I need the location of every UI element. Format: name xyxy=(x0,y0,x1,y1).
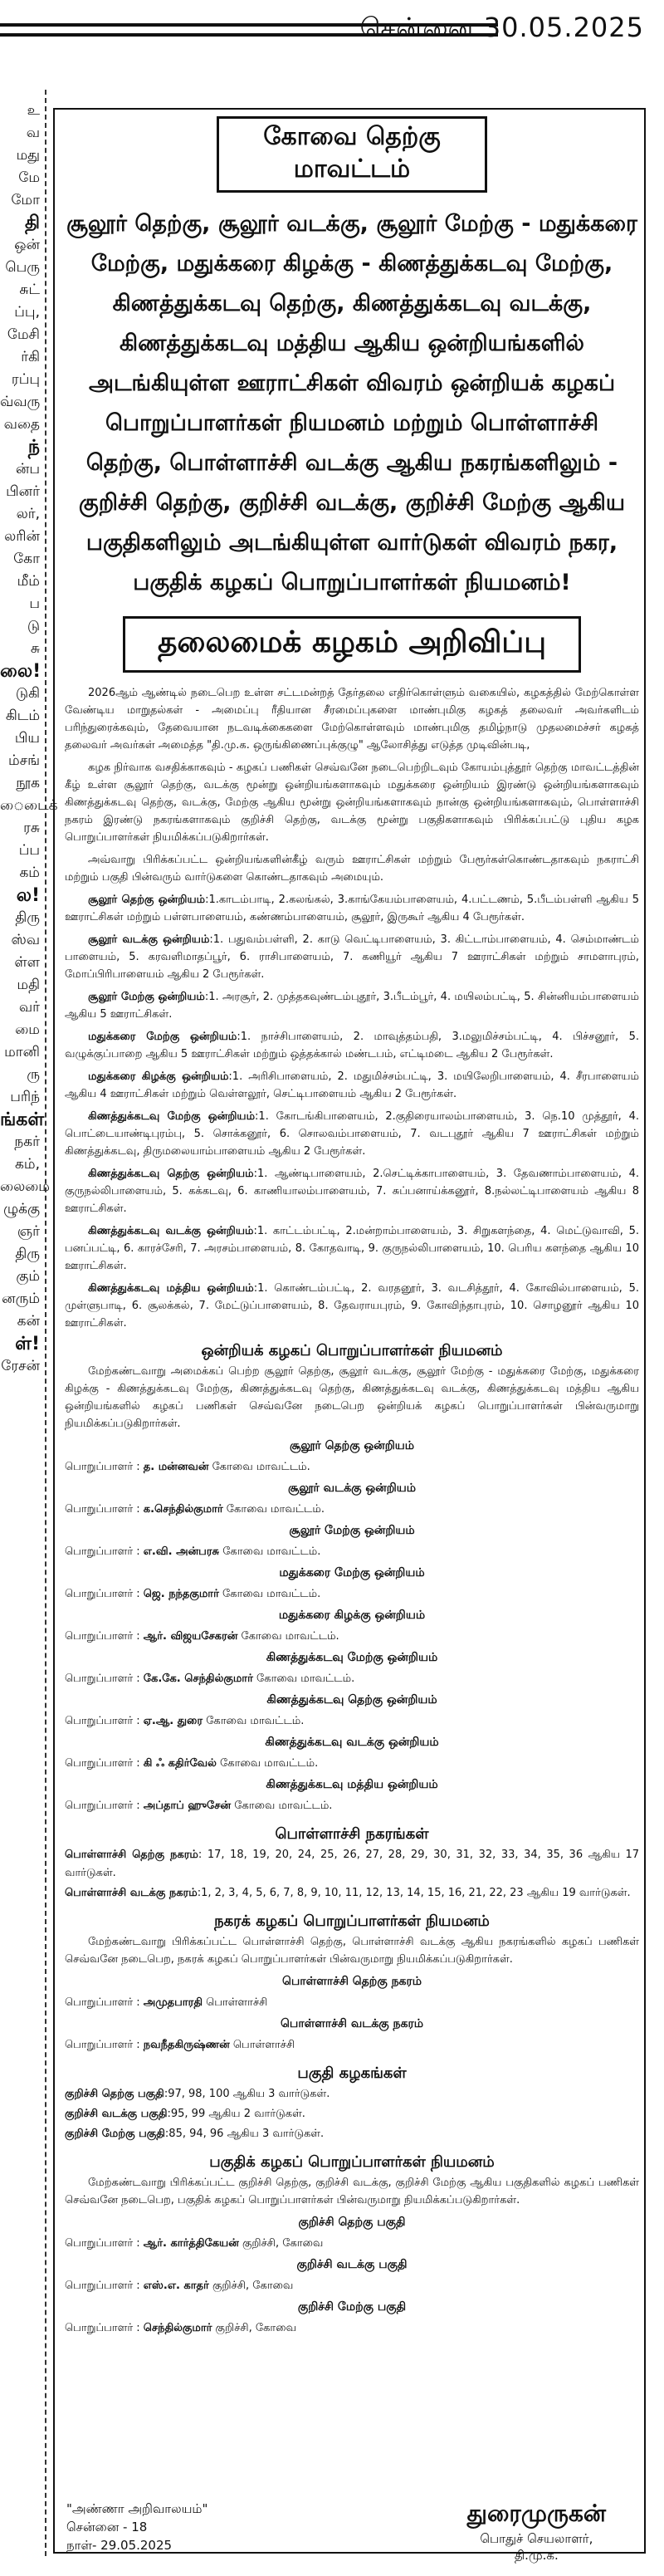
column-fragment-text: பரிந் xyxy=(10,1089,40,1105)
areas-heading: பகுதி கழகங்கள் xyxy=(297,2064,407,2082)
column-fragment-text: டு xyxy=(27,618,40,634)
column-fragment-heading: தி xyxy=(24,213,40,233)
edition-city: சென்னை xyxy=(359,12,475,43)
union-entry xyxy=(65,1222,639,1275)
appointee-label: பொறுப்பாளர் : xyxy=(65,1461,140,1473)
signatory-role: பொதுச் செயலாளர், xyxy=(480,2531,593,2546)
town-appointment-paragraph: மேற்கண்டவாறு பிரிக்கப்பட்ட பொள்ளாச்சி தெற்கு, பொள்ளாச்சி வடக்கு ஆகிய நகரங்களில் கழகப் பணிகள் செவ்வனே நடைபெற, நகரக் கழகப் பொறுப்பாளர்கள் பின்வருமாறு நியமிக்கப்படுகிறார்கள். xyxy=(65,1936,639,1966)
union-name: மதுக்கரை கிழக்கு ஒன்றியம் xyxy=(88,1070,229,1083)
appointee-place: கோவை மாவட்டம். xyxy=(226,1503,325,1516)
appointee-line xyxy=(65,1585,639,1604)
appointee-place: கோவை மாவட்டம். xyxy=(212,1461,310,1473)
column-fragment-text: கோ xyxy=(13,551,40,567)
column-fragment-text: னரும் xyxy=(2,1290,40,1307)
union-entry xyxy=(65,988,639,1023)
appointee-line xyxy=(65,1670,639,1688)
column-fragment-text: ள்ள xyxy=(14,954,40,971)
appointee-line xyxy=(65,2319,639,2338)
column-fragment-text: மதி xyxy=(17,977,40,993)
town-name: பொள்ளாச்சி வடக்கு நகரம் xyxy=(65,1887,198,1899)
union-name: சூலூர் வடக்கு ஒன்றியம் xyxy=(88,933,210,946)
appointee-name: கி ஃ கதிர்வேல் xyxy=(143,1757,217,1770)
appointee-place: கோவை மாவட்டம். xyxy=(241,1630,339,1643)
town-entry xyxy=(65,1846,639,1883)
town-name: பொள்ளாச்சி தெற்கு நகரம் xyxy=(65,1849,198,1861)
column-fragment-text: வ்வரு xyxy=(0,394,41,410)
column-fragment-text: மேசி xyxy=(7,326,40,343)
restructure-paragraph: கழக நிர்வாக வசதிக்காகவும் - கழகப் பணிகள் செவ்வனே நடைபெற்றிடவும் கோயம்புத்தூர் தெற்கு மாவட்டத்தின் கீழ் உள்ள சூலூர் தெற்கு, வடக்கு மூன்று ஒன்றியங்களாகவும் மதுக்கரை ஒன்றியம் இரண்டு ஒன்றியங்களாகவும் கிணத்துக்கடவு தெற்கு, வடக்கு, மேற்கு ஆகிய மூன்று ஒன்றியங்களாகவும் நான்கு ஒன்றியங்களாகவும், பொள்ளாச்சி நகரம் இரண்டு நகரங்களாகவும் குறிச்சி தெற்கு, வடக்கு மூன்று பகுதிகளாகவும் பிரிக்கப்பட்டு புதிய கழக பொறுப்பாளர்கள் நியமிக்கப்படுகிறார்கள். xyxy=(65,762,639,844)
union-entry xyxy=(65,1108,639,1160)
union-entry xyxy=(65,1028,639,1063)
column-fragment-text: பிய xyxy=(14,730,40,747)
union-villages: :1. நாச்சிபாளையம், 2. மாவுத்தம்பதி, 3.மலுமிச்சம்பட்டி, 4. பிச்சனூர், 5. வழுக்குப்பாறை ஆகிய 5 ஊராட்சிகள் மற்றும் ஒத்தக்கால் மண்டபம், எட்டிமடை ஆகிய 2 பேரூர்கள். xyxy=(65,1031,639,1060)
union-entry xyxy=(65,1280,639,1332)
union-entry xyxy=(65,1165,639,1217)
appointee-place: குறிச்சி, கோவை xyxy=(242,2237,324,2250)
union-villages: :1. ஆண்டிபாளையம், 2.செட்டிக்காபாளையம், 3. தேவணாம்பாளையம், 4. குருநல்லிபாளையம், 5. கக்கடவு, 6. காணியாலம்பாளையம், 7. சுப்பனாய்க்கனூர், 8.நல்லட்டிபாளையம் ஆகிய 8 ஊராட்சிகள். xyxy=(65,1168,639,1215)
area-entry xyxy=(65,2105,639,2123)
issuing-office xyxy=(66,2500,208,2554)
column-fragment-text: ைடைக் xyxy=(0,797,58,814)
appointee-place: கோவை மாவட்டம். xyxy=(234,1800,333,1812)
union-appointment-paragraph: மேற்கண்டவாறு அமைக்கப் பெற்ற சூலூர் தெற்கு, சூலூர் வடக்கு, சூலூர் மேற்கு - மதுக்கரை மேற்கு, மதுக்கரை கிழக்கு - கிணத்துக்கடவு மேற்கு, கிணத்துக்கடவு தெற்கு, கிணத்துக்கடவு வடக்கு, கிணத்துக்கடவு மத்திய ஆகிய ஒன்றியங்களில் கழகப் பணிகள் செவ்வனே நடைபெற ஒன்றியக் கழகப் பொறுப்பாளர்கள் பின்வருமாறு நியமிக்கப்படுகிறார்கள். xyxy=(65,1365,639,1430)
appointee-label: பொறுப்பாளர் : xyxy=(65,1800,140,1812)
area-entry xyxy=(65,2125,639,2143)
area-name: குறிச்சி மேற்கு பகுதி xyxy=(65,2128,165,2140)
appointee-unit: மதுக்கரை மேற்கு ஒன்றியம் xyxy=(279,1566,425,1579)
signatory-name: துரைமுருகன் xyxy=(466,2500,606,2527)
town-list xyxy=(65,1846,639,1903)
column-fragment-text: கம், xyxy=(15,1156,40,1173)
column-fragment-text: ர்கி xyxy=(21,349,40,365)
signatory-party: தி.மு.க. xyxy=(514,2548,559,2563)
union-name: கிணத்துக்கடவு வடக்கு ஒன்றியம் xyxy=(88,1225,254,1237)
appointee-place: கோவை மாவட்டம். xyxy=(222,1588,321,1600)
appointee-unit: குறிச்சி தெற்கு பகுதி xyxy=(298,2216,406,2229)
column-fragment-text: கம் xyxy=(19,864,40,881)
column-fragment-text: ழுக்கு xyxy=(2,1201,40,1217)
appointee-label: பொறுப்பாளர் : xyxy=(65,1672,140,1685)
column-fragment-text: ம்சங் xyxy=(8,752,40,769)
column-fragment-text: ஞர் xyxy=(17,1223,40,1240)
appointee-name: த. மன்னவன் xyxy=(143,1461,209,1473)
column-fragment-text: திரு xyxy=(15,909,40,926)
appointee-line xyxy=(65,1712,639,1731)
appointee-label: பொறுப்பாளர் : xyxy=(65,1630,140,1643)
appointee-label: பொறுப்பாளர் : xyxy=(65,2322,140,2334)
union-name: சூலூர் மேற்கு ஒன்றியம் xyxy=(88,991,205,1003)
area-entry xyxy=(65,2085,639,2103)
announcement-headline: சூலூர் தெற்கு, சூலூர் வடக்கு, சூலூர் மேற்கு - மதுக்கரை மேற்கு, மதுக்கரை கிழக்கு - கிணத்துக்கடவு மேற்கு, கிணத்துக்கடவு தெற்கு, கிணத்துக்கடவு வடக்கு, கிணத்துக்கடவு மத்திய ஆகிய ஒன்றியங்களில் அடங்கியுள்ள ஊராட்சிகள் விவரம் ஒன்றியக் கழகப் பொறுப்பாளர்கள் நியமனம் மற்றும் பொள்ளாச்சி தெற்கு, பொள்ளாச்சி வடக்கு ஆகிய நகரங்களிலும் - குறிச்சி தெற்கு, குறிச்சி வடக்கு, குறிச்சி மேற்கு ஆகிய பகுதிகளிலும் அடங்கியுள்ள வார்டுகள் விவரம் நகர, பகுதிக் கழகப் பொறுப்பாளர்கள் நியமனம்! xyxy=(66,211,637,595)
union-appointment-heading: ஒன்றியக் கழகப் பொறுப்பாளர்கள் நியமனம் xyxy=(201,1342,503,1359)
column-fragment-text: மீம் xyxy=(17,573,40,590)
column-fragment-text: கும் xyxy=(16,1268,40,1285)
appointee-line xyxy=(65,1458,639,1477)
area-appointment-paragraph: மேற்கண்டவாறு பிரிக்கப்பட்ட குறிச்சி தெற்கு, குறிச்சி வடக்கு, குறிச்சி மேற்கு ஆகிய பகுதிகளில் கழகப் பணிகள் செவ்வனே நடைபெற, பகுதிக் கழகப் பொறுப்பாளர்கள் பின்வருமாறு நியமிக்கப்படுகிறார்கள். xyxy=(65,2177,639,2206)
column-fragment-text: ஸ்வ xyxy=(11,932,40,948)
appointee-place: கோவை மாவட்டம். xyxy=(222,1545,321,1558)
appointee-name: ஆர். கார்த்திகேயன் xyxy=(143,2237,239,2250)
union-name: சூலூர் தெற்கு ஒன்றியம் xyxy=(88,894,206,906)
appointee-label: பொறுப்பாளர் : xyxy=(65,1715,140,1727)
appointee-line xyxy=(65,1797,639,1815)
union-entry xyxy=(65,1068,639,1103)
appointee-place: குறிச்சி, கோவை xyxy=(212,2280,294,2292)
town-appointee-list xyxy=(65,1973,639,2054)
column-fragment-heading: ந் xyxy=(27,437,40,458)
newspaper-header xyxy=(0,0,664,53)
intro-paragraph: 2026ஆம் ஆண்டில் நடைபெற உள்ள சட்டமன்றத் தேர்தலை எதிர்கொள்ளும் வகையில், கழகத்தில் மேற்கொள்ள வேண்டிய மாறுதல்கள் - அமைப்பு ரீதியான சீரமைப்புகளை மாண்புமிகு கழகத் தலைவர் அவர்களிடம் பரிந்துரைக்கவும், தேவையான நடவடிக்கைகளை மேற்கொள்ளவும் மாண்புமிகு தமிழ்நாடு முதலமைச்சர் கழகத் தலைவர் அவர்கள் அமைத்த "தி.மு.க. ஒருங்கிணைப்புக்குழு" ஆலோசித்து எடுத்த முடிவின்படி, xyxy=(65,687,639,752)
union-appointee-list xyxy=(65,1437,639,1815)
column-fragment-text: லரின் xyxy=(4,528,40,545)
appointee-line xyxy=(65,2277,639,2295)
union-villages: :1.காடம்பாடி, 2.கலங்கல், 3.காங்கேயம்பாளையம், 4.பட்டணம், 5.பீடம்பள்ளி ஆகிய 5 ஊராட்சிகள் மற்றும் பள்ளபாளையம், கண்ணம்பாளையம், சூலூர், இருகூர் ஆகிய 4 பேரூர்கள். xyxy=(65,894,639,923)
announcement xyxy=(65,116,639,2339)
appointee-unit: மதுக்கரை கிழக்கு ஒன்றியம் xyxy=(278,1609,426,1622)
column-fragment-text: கிடம் xyxy=(5,708,40,724)
column-fragment-text: டுகி xyxy=(15,685,40,702)
appointee-place: கோவை மாவட்டம். xyxy=(256,1672,355,1685)
area-wards: :85, 94, 96 ஆகிய 3 வார்டுகள். xyxy=(164,2128,325,2140)
column-fragment-text: மோ xyxy=(11,192,40,208)
area-name: குறிச்சி தெற்கு பகுதி xyxy=(65,2088,164,2100)
appointee-name: எஸ்.எ. காதர் xyxy=(143,2280,209,2292)
town-wards: :1, 2, 3, 4, 5, 6, 7, 8, 9, 10, 11, 12, 13, 14, 15, 16, 21, 22, 23 ஆகிய 19 வார்டுகள். xyxy=(197,1887,631,1899)
notice-title: தலைமைக் கழகம் அறிவிப்பு xyxy=(123,616,581,673)
column-fragment-text: வதை xyxy=(3,416,40,433)
appointee-place: கோவை மாவட்டம். xyxy=(220,1757,319,1770)
column-fragment-heading: ங்கள் xyxy=(0,1109,45,1130)
appointee-label: பொறுப்பாளர் : xyxy=(65,1545,140,1558)
edition-date: 30.05.2025 xyxy=(483,12,644,43)
appointee-name: கே.கே. செந்தில்குமார் xyxy=(143,1672,253,1685)
appointee-unit: கிணத்துக்கடவு மேற்கு ஒன்றியம் xyxy=(266,1651,438,1664)
column-fragment-text: ரு xyxy=(27,1066,40,1083)
appointee-label: பொறுப்பாளர் : xyxy=(65,2237,140,2250)
area-wards: :95, 99 ஆகிய 2 வார்டுகள். xyxy=(167,2108,305,2120)
appointee-place: பொள்ளாச்சி xyxy=(206,1996,268,2009)
column-fragment-text: உ xyxy=(27,102,40,119)
appointee-line xyxy=(65,1994,639,2012)
column-fragment-text: மே xyxy=(18,169,40,186)
appointee-label: பொறுப்பாளர் : xyxy=(65,2039,140,2051)
column-fragment-text: மது xyxy=(16,147,40,164)
column-fragment-text: ப்பு, xyxy=(14,304,40,321)
appointee-unit: கிணத்துக்கடவு மத்திய ஒன்றியம் xyxy=(266,1778,438,1791)
appointee-unit: பொள்ளாச்சி வடக்கு நகரம் xyxy=(281,2017,423,2030)
column-fragment-text: வ xyxy=(26,125,40,141)
area-appointee-list xyxy=(65,2214,639,2338)
district-title: கோவை தெற்கு மாவட்டம் xyxy=(217,116,487,193)
area-wards: :97, 98, 100 ஆகிய 3 வார்டுகள். xyxy=(164,2088,330,2100)
union-entry xyxy=(65,891,639,926)
appointee-unit: சூலூர் தெற்கு ஒன்றியம் xyxy=(289,1439,415,1452)
column-fragment-text: ரசு xyxy=(23,820,40,836)
column-fragment-text: பினர் xyxy=(6,483,40,500)
column-fragment-text: கன் xyxy=(17,1313,40,1330)
union-villages: :1. அரசூர், 2. முத்தகவுண்டம்புதூர், 3.பீடம்பூர், 4. மயிலம்பட்டி, 5. சின்னியம்பாளையம் ஆகிய 5 ஊராட்சிகள். xyxy=(65,991,640,1021)
appointee-line xyxy=(65,2235,639,2253)
jurisdiction-paragraph: அவ்வாறு பிரிக்கப்பட்ட ஒன்றியங்களின்கீழ் வரும் ஊராட்சிகள் மற்றும் பேரூர்கள்கொண்டதாகவும் நகராட்சி மற்றும் பகுதி பின்வரும் வார்டுகளை கொண்டதாகவும் அமையும். xyxy=(65,854,639,884)
column-fragment-text: பெரு xyxy=(5,259,40,276)
appointee-place: கோவை மாவட்டம். xyxy=(206,1715,305,1727)
town-wards: : 17, 18, 19, 20, 24, 25, 26, 27, 28, 29, 30, 31, 32, 33, 34, 35, 36 ஆகிய 17 வார்டுகள். xyxy=(65,1849,639,1879)
appointee-unit: கிணத்துக்கடவு தெற்கு ஒன்றியம் xyxy=(266,1693,437,1707)
announcement-body xyxy=(65,684,639,2338)
appointee-name: ஜெ. நந்தகுமார் xyxy=(143,1588,219,1600)
appointee-label: பொறுப்பாளர் : xyxy=(65,2280,140,2292)
appointee-line xyxy=(65,2036,639,2054)
appointee-label: பொறுப்பாளர் : xyxy=(65,1588,140,1600)
union-name: கிணத்துக்கடவு மத்திய ஒன்றியம் xyxy=(88,1282,254,1295)
column-fragment-text: ப xyxy=(29,595,40,612)
column-fragment-text: லர், xyxy=(16,506,40,522)
union-name: மதுக்கரை மேற்கு ஒன்றியம் xyxy=(88,1031,237,1043)
column-fragment-heading: லை! xyxy=(0,661,42,682)
appointee-unit: கிணத்துக்கடவு வடக்கு ஒன்றியம் xyxy=(265,1736,439,1749)
column-fragment-text: சுட் xyxy=(19,282,40,298)
union-name: கிணத்துக்கடவு தெற்கு ஒன்றியம் xyxy=(88,1168,254,1180)
union-name: கிணத்துக்கடவு மேற்கு ஒன்றியம் xyxy=(88,1110,256,1123)
appointee-line xyxy=(65,1755,639,1773)
column-fragment-text: ரேசன் xyxy=(1,1358,40,1374)
signatory xyxy=(467,2500,606,2564)
column-fragment-text: லைமை xyxy=(0,1178,50,1195)
area-list xyxy=(65,2085,639,2143)
column-fragment-text: ன்ப xyxy=(15,461,40,477)
office-name: "அண்ணா அறிவாலயம்" xyxy=(66,2501,208,2516)
appointee-label: பொறுப்பாளர் : xyxy=(65,1996,140,2009)
towns-heading: பொள்ளாச்சி நகரங்கள் xyxy=(275,1825,429,1843)
union-villages: :1. காட்டம்பட்டி, 2.மன்றாம்பாளையம், 3. சிறுகளந்தை, 4. மெட்டுவாவி, 5. பனப்பட்டி, 6. காரச்சேரி, 7. அரசம்பாளையம், 8. கோதவாடி, 9. குருநல்லிபாளையம், 10. பெரிய களந்தை ஆகிய 10 ஊராட்சிகள். xyxy=(65,1225,639,1272)
appointee-label: பொறுப்பாளர் : xyxy=(65,1503,140,1516)
appointee-name: அமுதபாரதி xyxy=(143,1996,203,2009)
column-fragment-text: வர் xyxy=(18,999,40,1016)
union-villages: :1. அரிசிபாளையம், 2. மதுமிச்சம்பட்டி, 3. மயிலேறிபாளையம், 4. சீரபாளையம் ஆகிய 4 ஊராட்சிகள் மற்றும் வெள்ளலூர், செட்டிபாளையம் ஆகிய 2 பேரூர்கள். xyxy=(65,1070,639,1100)
appointee-unit: குறிச்சி வடக்கு பகுதி xyxy=(296,2258,408,2271)
area-name: குறிச்சி வடக்கு பகுதி xyxy=(65,2108,168,2120)
column-fragment-text: நகர் xyxy=(14,1134,40,1150)
column-fragment-text: நூக xyxy=(16,775,40,791)
appointee-unit: சூலூர் வடக்கு ஒன்றியம் xyxy=(287,1481,417,1495)
column-fragment-text: ரப்பு xyxy=(11,371,40,388)
union-villages: :1. பதுவம்பள்ளி, 2. காடு வெட்டிபாளையம், 3. கிட்டாம்பாளையம், 4. செம்மாண்டம் பாளையம், 5. கரவளிமாதப்பூர், 6. ராசிபாளையம், 7. கணியூர் ஆகிய 7 ஊராட்சிகள் மற்றும் சாமளாபுரம், மோப்பிரிபாளையம் ஆகிய 2 பேரூர்கள். xyxy=(65,933,639,981)
column-fragment-text: சு xyxy=(30,640,40,657)
column-fragment-heading: ல! xyxy=(16,885,40,906)
appointee-name: அப்தாப் ஹுசேன் xyxy=(143,1800,232,1812)
appointee-name: ஏ.ஆ. துரை xyxy=(143,1715,203,1727)
edition-dateline xyxy=(360,12,644,47)
column-fragment-text: மானி xyxy=(4,1044,40,1060)
appointee-name: ஆர். விஜயசேகரன் xyxy=(143,1630,238,1643)
appointee-line xyxy=(65,1501,639,1519)
column-fragment-heading: ள்! xyxy=(15,1334,40,1354)
appointee-name: நவநீதகிருஷ்ணன் xyxy=(143,2039,230,2051)
union-entry xyxy=(65,931,639,983)
union-list xyxy=(65,891,639,1332)
appointee-unit: பொள்ளாச்சி தெற்கு நகரம் xyxy=(281,1975,422,1988)
union-villages: :1. கொண்டம்பட்டி, 2. வரதனூர், 3. வடசித்தூர், 4. கோவில்பாளையம், 5. முள்ளுபாடி, 6. சூலக்கல், 7. மேட்டுப்பாளையம், 8. தேவராயபுரம், 9. கோவிந்தாபுரம், 10. சொழனூர் ஆகிய 10 ஊராட்சிகள். xyxy=(65,1282,639,1330)
appointee-label: பொறுப்பாளர் : xyxy=(65,1757,140,1770)
signature-block xyxy=(66,2500,639,2563)
appointee-place: பொள்ளாச்சி xyxy=(232,2039,295,2051)
appointee-unit: குறிச்சி மேற்கு பகுதி xyxy=(297,2300,407,2314)
area-appointment-heading: பகுதிக் கழகப் பொறுப்பாளர்கள் நியமனம் xyxy=(209,2153,495,2171)
town-entry xyxy=(65,1884,639,1903)
appointee-line xyxy=(65,1628,639,1646)
adjacent-column-fragment xyxy=(0,100,58,2558)
appointee-name: க.செந்தில்குமார் xyxy=(143,1503,223,1516)
appointee-name: எ.வி. அன்பரசு xyxy=(143,1545,220,1558)
column-fragment-text: ஒன் xyxy=(14,237,40,253)
appointee-line xyxy=(65,1543,639,1561)
column-separator xyxy=(45,90,46,2556)
union-villages: :1. கோடங்கிபாளையம், 2.குதிரையாலம்பாளையம், 3. நெ.10 முத்தூர், 4. பொட்டையாண்டிபுரம்பு, 5. சொக்கனூர், 6. சொலவம்பாளையம், 7. வடபுதூர் ஆகிய 7 ஊராட்சிகள் மற்றும் கிணத்துக்கடவு, திருமலையாம்பாளையம் ஆகிய 2 பேரூர்கள். xyxy=(65,1110,639,1158)
appointee-place: குறிச்சி, கோவை xyxy=(215,2322,296,2334)
column-fragment-text: ப்ப xyxy=(18,842,40,859)
appointee-unit: சூலூர் மேற்கு ஒன்றியம் xyxy=(289,1524,415,1537)
office-city: சென்னை - 18 xyxy=(66,2520,148,2534)
town-appointment-heading: நகரக் கழகப் பொறுப்பாளர்கள் நியமனம் xyxy=(214,1912,490,1930)
column-fragment-text: மை xyxy=(15,1021,40,1038)
appointee-name: செந்தில்குமார் xyxy=(143,2322,212,2334)
issue-date: நாள்- 29.05.2025 xyxy=(66,2538,173,2553)
column-fragment-text: திரு xyxy=(15,1246,40,1262)
